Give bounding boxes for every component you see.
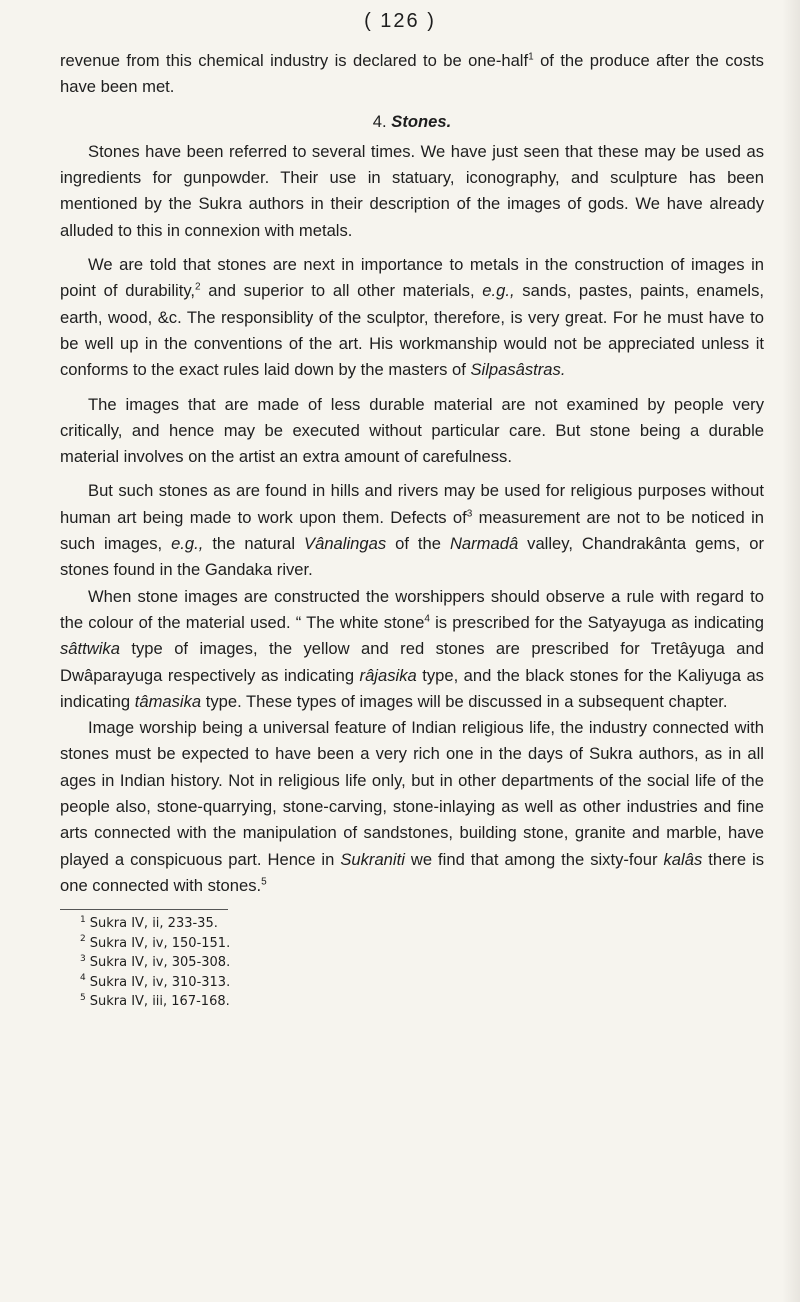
paragraph-6-text-b: is prescribed for the Satyayuga as indicating	[429, 612, 764, 632]
footnote-text: Sukra IV, iv, 310-313.	[89, 974, 231, 990]
section-number: 4.	[372, 111, 387, 131]
footnote-mark: 3	[80, 953, 86, 964]
paragraph-3-text-b: and superior to all other materials,	[200, 281, 483, 301]
section-title: Stones.	[391, 111, 452, 131]
term-rajasika: râjasika	[359, 665, 417, 685]
paragraph-7	[60, 715, 764, 899]
footnote-item	[80, 953, 764, 973]
paragraph-3-eg: e.g.,	[482, 281, 515, 301]
page-body	[60, 48, 764, 1012]
paragraph-7-text-b: we find that among the sixty-four	[404, 849, 664, 869]
paragraph-5-text-d: of the	[386, 534, 450, 554]
footnote-ref-3[interactable]: 3	[466, 508, 473, 520]
footnote-ref-2[interactable]: 2	[195, 281, 201, 293]
section-heading	[60, 109, 764, 135]
footnote-ref-4[interactable]: 4	[424, 613, 430, 625]
paragraph-7-text-c: there is one connected with stones.	[60, 849, 765, 895]
footnote-text: Sukra IV, iv, 305-308.	[89, 955, 231, 971]
paragraph-3-text-c: sands, pastes, paints, enamels, earth, wood, &c. The responsiblity of the sculptor, therefore, is very great. For he must have to be well up in the conventions of the art. His workmanship would not be appreciated unless it conforms to the exact rules laid down by the masters of	[60, 281, 764, 380]
footnote-mark: 1	[80, 914, 86, 925]
paragraph-6-text-c: type of images, the yellow and red stones are prescribed for Tretâyuga and Dwâparayuga respectively as indicating	[60, 639, 764, 685]
paragraph-5-eg: e.g.,	[171, 534, 204, 554]
paragraph-6-text-e: type. These types of images will be discussed in a subsequent chapter.	[201, 691, 728, 711]
footnotes	[60, 914, 764, 1012]
paragraph-2: Stones have been referred to several times. We have just seen that these may be used as ingredients for gunpowder. Their use in statuary, iconography, and sculpture has been mentioned by the Sukra authors in their description of the images of gods. We have already alluded to this in connexion with metals.	[60, 141, 764, 240]
term-sattwika: sâttwika	[60, 639, 120, 659]
footnote-text: Sukra IV, ii, 233-35.	[89, 916, 218, 932]
paragraph-6	[60, 584, 764, 715]
paragraph-3	[60, 252, 764, 383]
footnote-item	[80, 973, 764, 993]
paragraph-3-text-a: We are told that stones are next in importance to metals in the construction of images in point of durability,	[60, 255, 764, 301]
paragraph-1	[60, 48, 764, 101]
footnote-ref-5[interactable]: 5	[261, 876, 267, 888]
paragraph-6-text-a: When stone images are constructed the worshippers should observe a rule with regard to the colour of the material used. “ The white stone	[60, 586, 764, 632]
footnote-mark: 5	[80, 992, 86, 1003]
footnote-ref-1[interactable]: 1	[528, 51, 534, 63]
term-silpasastras: Silpasâstras.	[470, 360, 566, 380]
paragraph-4: The images that are made of less durable material are not examined by people very critically, and hence may be executed without particular care. But stone being a durable material involves on the artist an extra amount of carefulness.	[60, 394, 764, 467]
term-vanalingas: Vânalingas	[304, 534, 387, 554]
footnote-item	[80, 914, 764, 934]
footnote-text: Sukra IV, iv, 150-151.	[89, 935, 231, 951]
paragraph-6-text-d: type, and the black stones for the Kaliyuga as indicating	[60, 665, 764, 711]
paragraph-5-text-b: measurement are not to be noticed in such images,	[60, 507, 764, 554]
paragraph-7-text-a: Image worship being a universal feature of Indian religious life, the industry connected with stones must be expected to have been a very rich one in the days of Sukra authors, as in all ages in Indian history. Not in religious life only, but in other departments of the social life of the people also, stone-quarrying, stone-carving, stone-inlaying as well as other industries and fine arts connected with the manipulation of sandstones, building stone, granite and marble, have played a conspicuous part. Hence in	[60, 718, 764, 869]
footnote-item	[80, 934, 764, 954]
paragraph-1-text-a: revenue from this chemical industry is declared to be one-half	[60, 51, 529, 70]
footnote-divider	[60, 909, 228, 910]
page-number: ( 126 )	[364, 10, 436, 32]
term-sukraniti: Sukraniti	[340, 849, 405, 869]
paragraph-5-text-e: valley, Chandrakânta gems, or stones found in the Gandaka river.	[60, 534, 764, 580]
page-edge-shadow	[782, 0, 800, 1302]
footnote-mark: 2	[80, 934, 86, 945]
footnote-text: Sukra IV, iii, 167-168.	[89, 994, 230, 1010]
term-kalas: kalâs	[663, 849, 703, 869]
paragraph-1-text-b: of the produce after the costs have been met.	[60, 51, 764, 97]
paragraph-5	[60, 478, 764, 583]
term-narmada: Narmadâ	[449, 534, 519, 554]
term-tamasika: tâmasika	[134, 691, 202, 711]
paragraph-5-text-a: But such stones as are found in hills and rivers may be used for religious purposes without human art being made to work upon them. Defects of	[60, 481, 764, 527]
footnote-mark: 4	[80, 973, 86, 984]
footnote-item	[80, 992, 764, 1012]
paragraph-5-text-c: the natural	[203, 534, 305, 554]
